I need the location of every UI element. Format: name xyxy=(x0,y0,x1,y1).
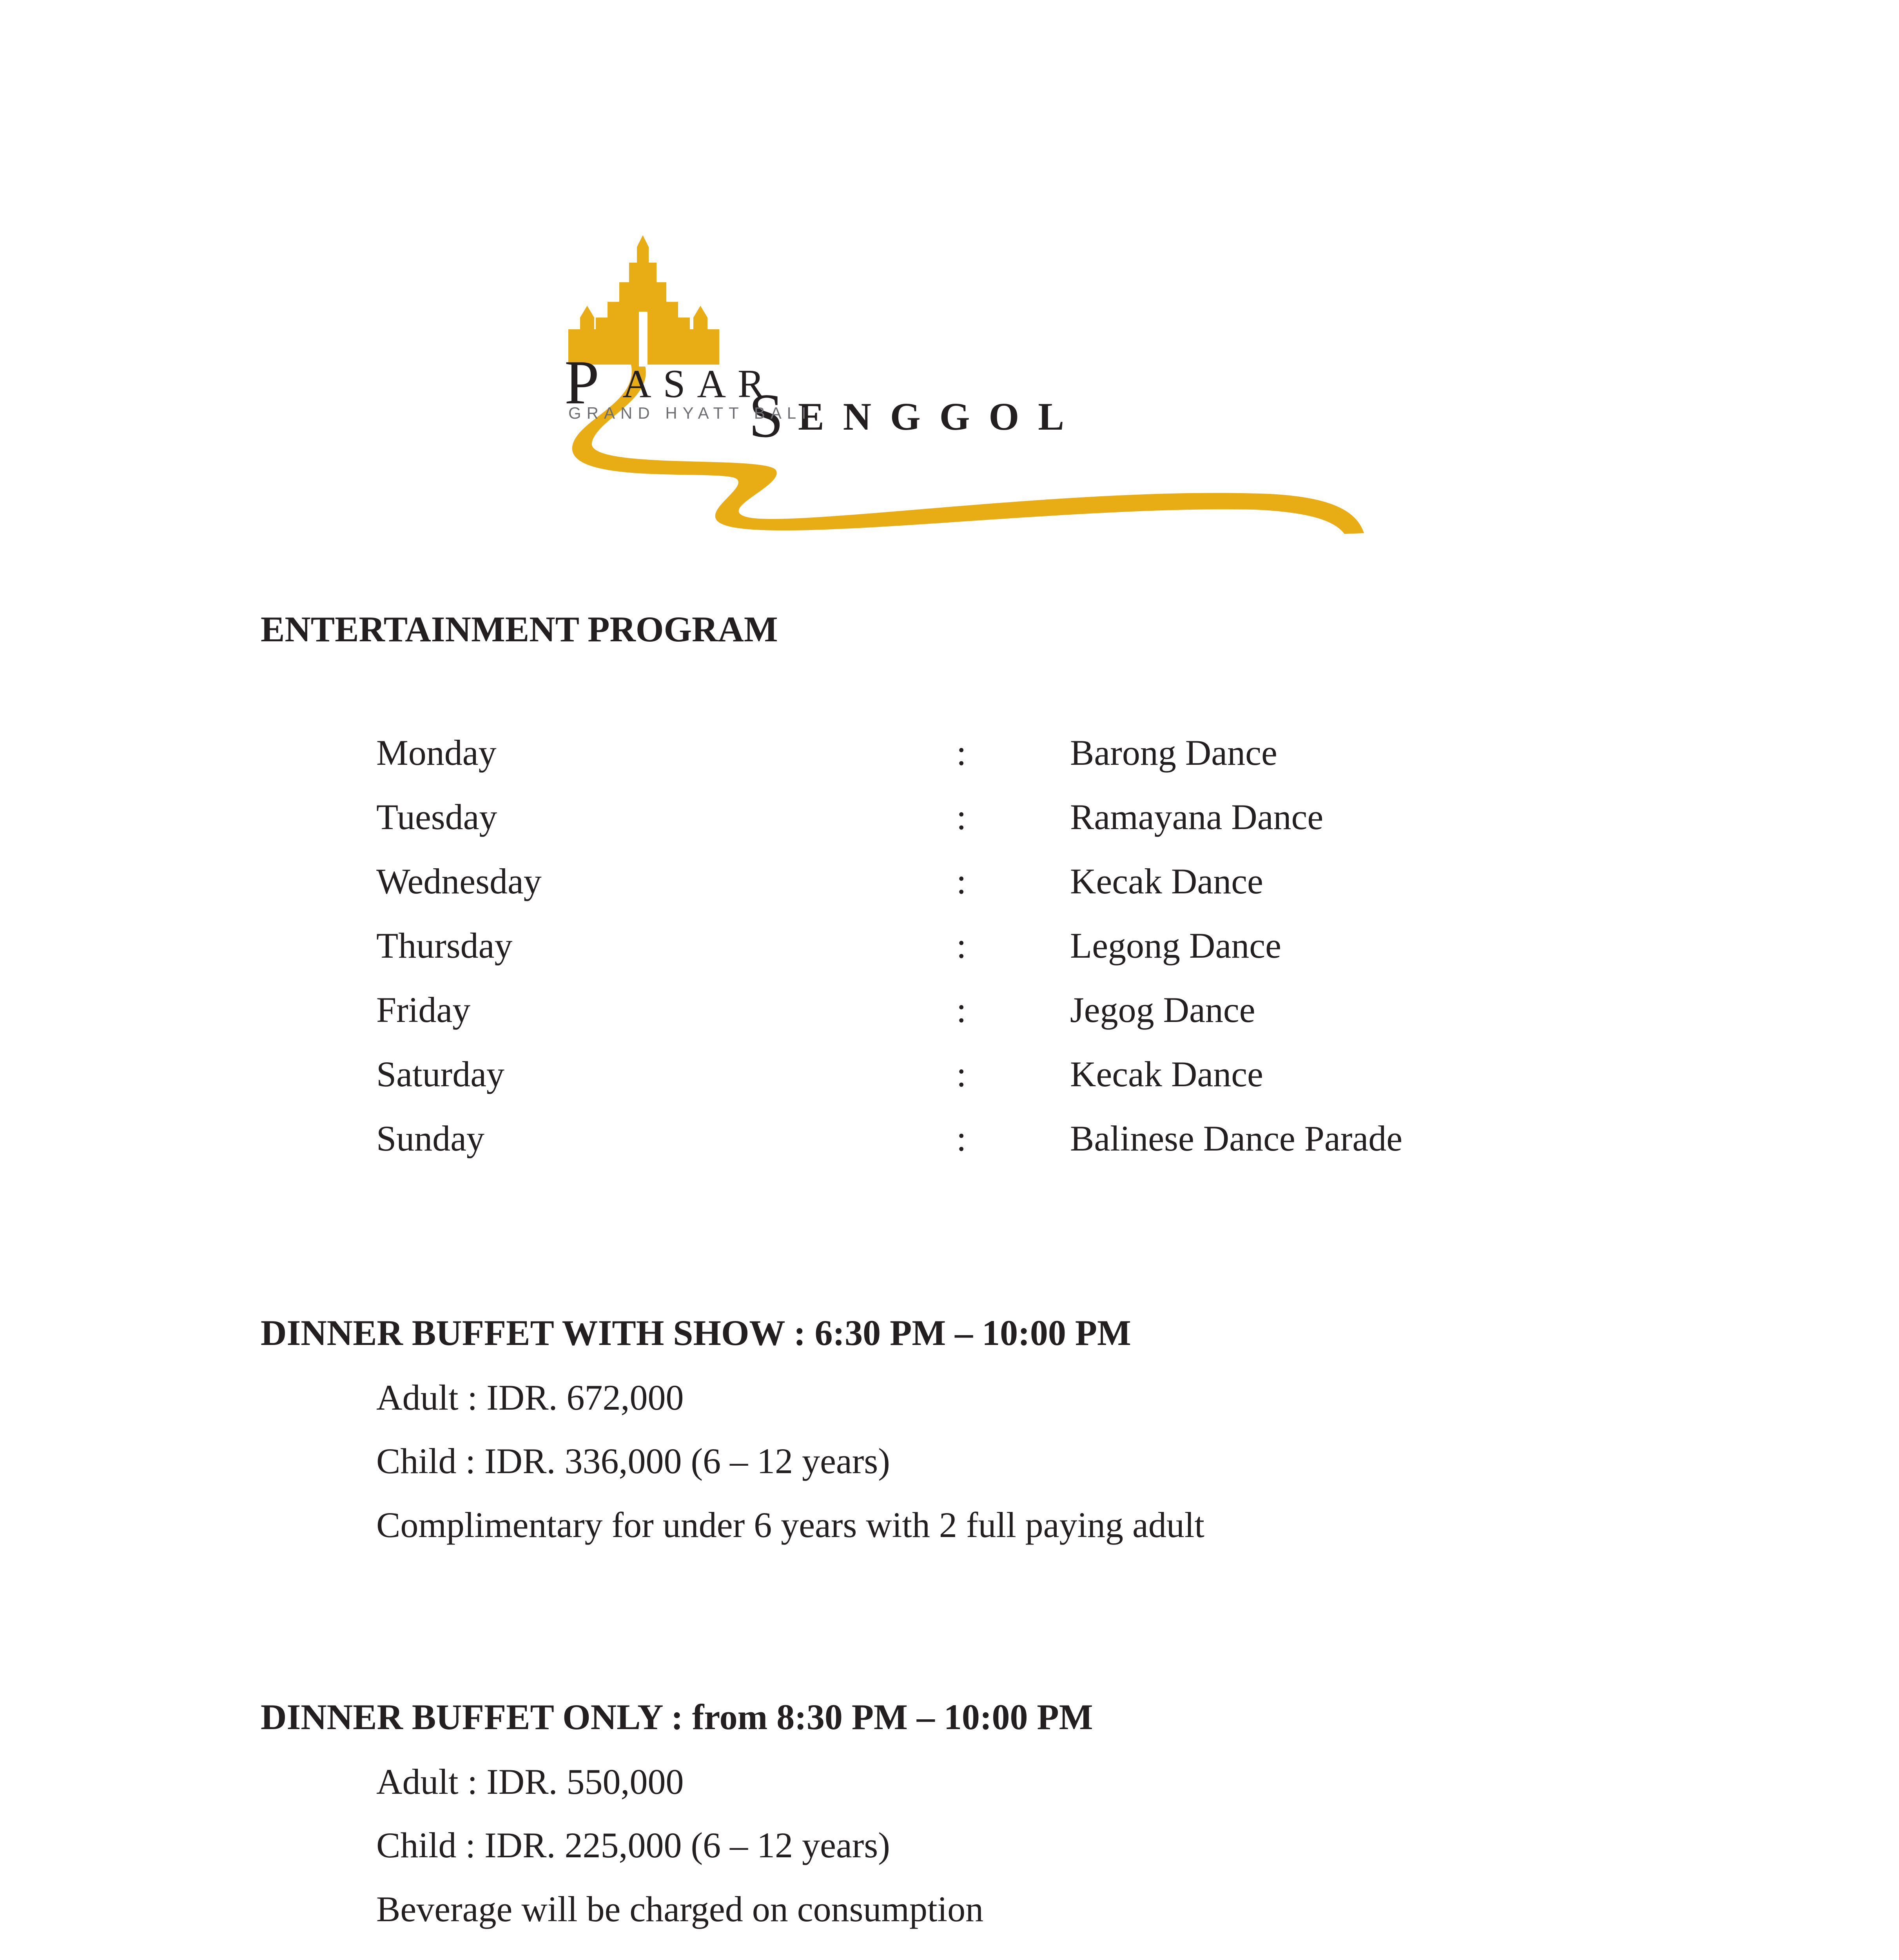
schedule-separator: : xyxy=(956,926,967,965)
schedule-dance: Legong Dance xyxy=(1070,926,1281,965)
schedule-row-wednesday xyxy=(376,860,1552,924)
schedule-separator: : xyxy=(956,797,967,837)
schedule-day: Thursday xyxy=(376,926,513,965)
dinner-with-show-heading: DINNER BUFFET WITH SHOW : 6:30 PM – 10:00 PM xyxy=(261,1313,1131,1353)
schedule-separator: : xyxy=(956,733,967,773)
schedule-day: Saturday xyxy=(376,1054,505,1094)
dinner-with-show-note: Complimentary for under 6 years with 2 full paying adult xyxy=(376,1505,1204,1545)
dinner-only-child-price: Child : IDR. 225,000 (6 – 12 years) xyxy=(376,1825,890,1865)
logo-word-enggol: ENGGOL xyxy=(798,395,1083,438)
schedule-dance: Kecak Dance xyxy=(1070,1054,1263,1094)
schedule-day: Monday xyxy=(376,733,497,773)
entertainment-heading: ENTERTAINMENT PROGRAM xyxy=(261,609,778,649)
schedule-day: Tuesday xyxy=(376,797,497,837)
schedule-separator: : xyxy=(956,861,967,901)
schedule-separator: : xyxy=(956,1118,967,1158)
schedule-row-monday xyxy=(376,731,1552,795)
logo-word-asar: ASAR xyxy=(622,362,776,406)
logo-letter-s: S xyxy=(749,381,793,450)
schedule-dance: Jegog Dance xyxy=(1070,990,1255,1030)
schedule-day: Friday xyxy=(376,990,471,1030)
schedule-row-saturday xyxy=(376,1053,1552,1117)
schedule-row-friday xyxy=(376,988,1552,1053)
schedule-separator: : xyxy=(956,1054,967,1094)
logo-subtitle: GRAND HYATT BALI xyxy=(568,404,812,422)
schedule-dance: Barong Dance xyxy=(1070,733,1277,773)
schedule-dance: Ramayana Dance xyxy=(1070,797,1324,837)
pasar-senggol-logo xyxy=(564,235,1388,541)
dinner-only-heading: DINNER BUFFET ONLY : from 8:30 PM – 10:00 PM xyxy=(261,1697,1093,1737)
dinner-with-show-child-price: Child : IDR. 336,000 (6 – 12 years) xyxy=(376,1441,890,1481)
dinner-only-note: Beverage will be charged on consumption xyxy=(376,1889,984,1929)
logo-letter-p: P xyxy=(564,347,609,417)
schedule-dance: Kecak Dance xyxy=(1070,861,1263,901)
dinner-with-show-adult-price: Adult : IDR. 672,000 xyxy=(376,1377,684,1417)
entertainment-schedule xyxy=(376,731,1552,1181)
schedule-separator: : xyxy=(956,990,967,1030)
schedule-row-tuesday xyxy=(376,795,1552,860)
schedule-row-sunday xyxy=(376,1117,1552,1181)
schedule-row-thursday xyxy=(376,924,1552,988)
schedule-day: Sunday xyxy=(376,1118,484,1158)
dinner-only-adult-price: Adult : IDR. 550,000 xyxy=(376,1762,684,1802)
schedule-dance: Balinese Dance Parade xyxy=(1070,1118,1403,1158)
schedule-day: Wednesday xyxy=(376,861,542,901)
